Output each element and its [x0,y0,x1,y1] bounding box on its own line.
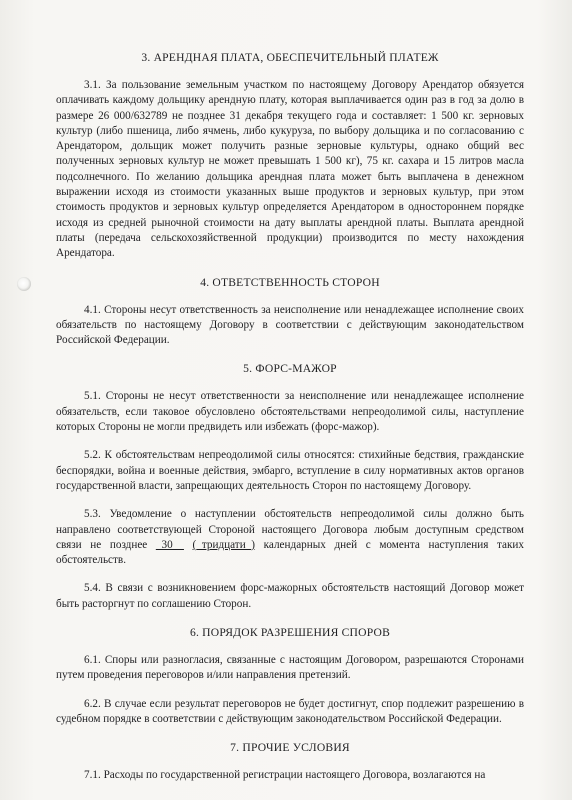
paragraph-5-4: 5.4. В связи с возникновением форс-мажорных обстоятельств настоящий Договор может быть расторгнут по соглашению Сторон. [56,582,524,610]
document-body [56,50,524,784]
days-words-field: (_тридцати_) [192,538,256,551]
paragraph-4-1: 4.1. Стороны несут ответственность за неисполнение или ненадлежащее исполнение своих обязательств по настоящему Договору в соответствии с действующим законодательством Российской Федерации. [56,303,524,347]
section-heading: 5. ФОРС-МАЖОР [243,362,337,376]
paragraph-5-3 [56,507,524,568]
section-heading: 7. ПРОЧИЕ УСЛОВИЯ [230,741,350,755]
paragraph-5-3-text: 5.3. Уведомление о наступлении обстоятельств непреодолимой силы должно быть направлено соответствующей Стороной настоящего Договора любым доступным средством связи не позднее [56,508,524,551]
paragraph-5-3-tail: календарных дней с момента наступления таких обстоятельств. [56,538,525,567]
paragraph-6-2: 6.2. В случае если результат переговоров не будет достигнут, спор подлежит разрешению в судебном порядке в соответствии с действующим законодательством Российской Федерации. [56,697,524,725]
section-heading: 4. ОТВЕТСТВЕННОСТЬ СТОРОН [200,275,380,289]
paragraph-3-1: 3.1. За пользование земельным участком по настоящему Договору Арендатор обязуется оплачивать каждому дольщику арендную плату, которая выплачивается один раз в год за долю в размере 26 000/632789 не позднее 31 декабря текущего года и составляет: 1 500 кг. зерновых культур (либо пшеница, либо ячмень, либо кукуруза, по выбору дольщика и по согласованию с Арендатором, дольщик может получить разные зерновые культуры, однако общий вес полученных зерновых культур не может превышать 1 500 кг), 75 кг. сахара и 15 литров масла подсолнечного. По желанию дольщика арендная плата может быть выплачена в денежном выражении исходя из стоимости указанных выше продуктов и зерновых культур, при этом стоимость продуктов и зерновых культур определяется Арендатором в одностороннем порядке исходя из средней рыночной стоимости на дату выплаты арендной платы. Выплата арендной платы (передача сельскохозяйственной продукции) производится по месту нахождения Арендатора. [56,79,524,260]
days-number-field: _30__ [155,538,184,551]
paragraph-7-1: 7.1. Расходы по государственной регистрации настоящего Договора, возлагаются на [84,769,486,782]
punch-hole [17,277,31,291]
paragraph-5-2: 5.2. К обстоятельствам непреодолимой силы относятся: стихийные бедствия, гражданские беспорядки, война и военные действия, эмбарго, вступление в силу нормативных актов органов государственной власти, запрещающих деятельность Сторон по настоящему Договору. [56,449,524,492]
section-heading: 3. АРЕНДНАЯ ПЛАТА, ОБЕСПЕЧИТЕЛЬНЫЙ ПЛАТЕЖ [141,51,439,64]
paragraph-5-1: 5.1. Стороны не несут ответственности за неисполнение или ненадлежащее исполнение обязательств, если таковое обусловлено обстоятельствами непреодолимой силы, наступление которых Стороны не могли предвидеть или избежать (форс-мажор). [56,390,524,434]
section-heading: 6. ПОРЯДОК РАЗРЕШЕНИЯ СПОРОВ [189,626,390,640]
paragraph-6-1: 6.1. Споры или разногласия, связанные с настоящим Договором, разрешаются Сторонами путем проведения переговоров и/или направления претензий. [56,654,524,682]
